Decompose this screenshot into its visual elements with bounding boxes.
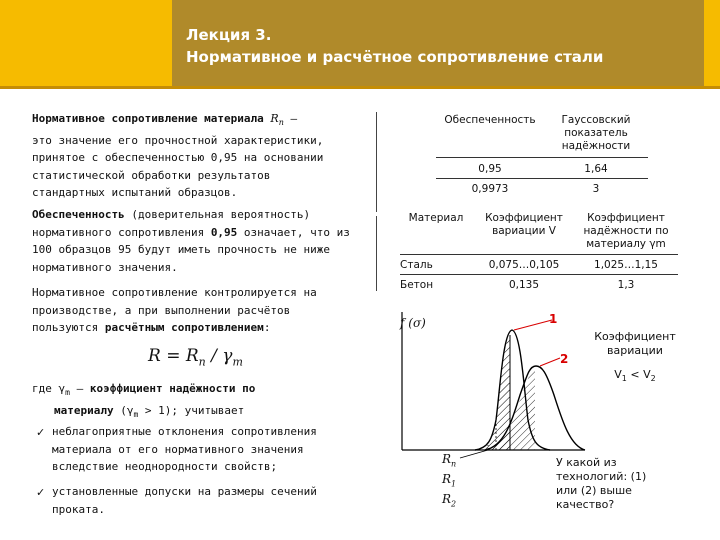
confidence-line-3: 100 образцов 95 будут иметь прочность не ниже — [32, 243, 331, 256]
label-leader-1 — [514, 320, 552, 330]
table1-cell: 3 — [592, 183, 600, 195]
bullet2-line-2: проката. — [52, 502, 105, 516]
quality-question — [556, 456, 666, 512]
definition-line-5: стандартных испытаний образцов. — [32, 186, 238, 200]
check-icon: ✓ — [36, 486, 46, 499]
table2-rule — [400, 254, 678, 255]
gamma-line-2: материалу $(\gamma_m > 1)$; учитывает — [54, 403, 245, 419]
table2-cell: 0,135 — [508, 279, 540, 291]
table1-header-gauss-3: надёжности — [561, 140, 631, 152]
table2-cell: 1,3 — [617, 279, 635, 291]
header-rule — [0, 86, 720, 89]
coef-line-1: Коэффициент — [594, 330, 676, 343]
column-divider-lower — [376, 216, 377, 291]
table1-rule — [436, 178, 648, 179]
table1-cell: 0,95 — [478, 163, 502, 175]
table1-cell: 1,64 — [584, 163, 608, 175]
definition-line-3: принятое с обеспеченностью 0,95 на основании — [32, 151, 324, 165]
table2-cell: 1,025…1,15 — [594, 259, 658, 271]
bullet-item-2 — [52, 483, 317, 518]
table1-cell: 0,9973 — [471, 183, 509, 195]
table1-header-gauss-2: показатель — [564, 127, 628, 139]
curve-1-label: 1 — [549, 312, 558, 326]
x-label-r1: $R_1$ — [442, 472, 457, 489]
table1-header-gauss-1: Гауссовский — [561, 114, 631, 126]
bottom-leader — [460, 450, 488, 458]
table2-header-variation-1: Коэффициент — [485, 212, 563, 224]
definition-line-4: статистической обработки результатов — [32, 168, 271, 182]
bullet-item-1 — [52, 423, 317, 476]
curve-2-label: 2 — [560, 352, 569, 366]
question-line-3: или (2) выше — [556, 484, 632, 497]
table2-header-gamma-2: надёжности по — [583, 225, 669, 237]
table1-rule — [436, 157, 648, 158]
x-label-rn: $R_n$ — [442, 452, 457, 469]
coef-line-2: вариации — [607, 344, 663, 357]
bullet2-line-1: установленные допуски на размеры сечений — [52, 485, 317, 498]
table2-header-gamma-3: материалу γm — [586, 238, 666, 250]
table2-header-material: Материал — [408, 212, 464, 224]
bullet1-line-2: материала от его нормативного значения — [52, 442, 304, 456]
design-line-2: производстве, а при выполнении расчётов — [32, 303, 291, 317]
table2-rule — [400, 274, 678, 275]
table1-header-gauss — [548, 114, 644, 153]
table2-header-variation-2: вариации V — [492, 225, 556, 237]
title-line-2: Нормативное и расчётное сопротивление стали — [186, 48, 604, 66]
paragraph-design — [32, 284, 317, 337]
table1-header-reliability: Обеспеченность — [444, 114, 536, 126]
definition-line-2: это значение его прочностной характеристики, — [32, 133, 324, 147]
question-line-4: качество? — [556, 498, 615, 511]
bullet1-line-3: вследствие неоднородности свойств; — [52, 460, 278, 473]
y-axis-label: f (σ) — [400, 316, 426, 330]
title-line-1: Лекция 3. — [186, 26, 272, 44]
coef-variation-label — [580, 330, 690, 358]
confidence-line-1: Обеспеченность (доверительная вероятность) — [32, 208, 311, 221]
header-accent-left — [0, 0, 172, 86]
label-leader-2 — [540, 358, 560, 366]
confidence-line-2: нормативного сопротивления 0,95 означает, что из — [32, 225, 350, 239]
table2-header-variation — [476, 212, 572, 238]
design-line-1: Нормативное сопротивление контролируется на — [32, 286, 317, 299]
table2-cell: Сталь — [400, 259, 433, 271]
column-divider — [376, 112, 377, 212]
header-bar — [0, 0, 720, 86]
design-resistance-formula: $R = R_n / \gamma_m$ — [148, 346, 243, 369]
x-label-r2: $R_2$ — [442, 492, 457, 509]
table2-cell: 0,075…0,105 — [488, 259, 560, 271]
question-line-2: технологий: (1) — [556, 470, 647, 483]
definition-line-1: Нормативное сопротивление материала $R_n$ – — [32, 112, 298, 128]
paragraph-confidence — [32, 206, 350, 276]
paragraph-definition — [32, 110, 323, 202]
gamma-line-1: где $\gamma_m$ – коэффициент надёжности по — [32, 382, 256, 398]
confidence-line-4: нормативного значения. — [32, 260, 178, 274]
design-line-3: пользуются расчётным сопротивлением: — [32, 321, 271, 334]
header-accent-right — [704, 0, 720, 86]
slide-title — [186, 24, 603, 68]
table2-header-gamma-1: Коэффициент — [587, 212, 665, 224]
check-icon: ✓ — [36, 426, 46, 439]
variation-relation: $V_1 < V_2$ — [614, 368, 656, 384]
bullet1-line-1: неблагоприятные отклонения сопротивления — [52, 425, 317, 438]
question-line-1: У какой из — [556, 456, 617, 469]
table2-cell: Бетон — [400, 279, 434, 291]
table2-header-gamma — [576, 212, 676, 251]
paragraph-gamma — [32, 380, 255, 423]
